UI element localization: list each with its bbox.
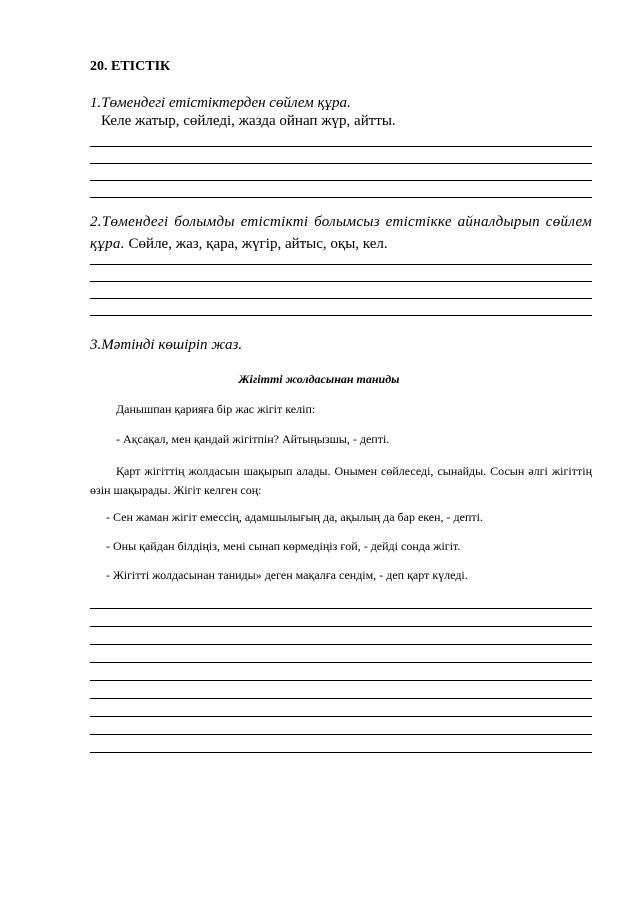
answer-line (90, 608, 592, 609)
task1-instruction: 1.Төмендегі етістіктерден сөйлем құра. (90, 95, 351, 111)
answer-line (90, 315, 592, 316)
story-line: - Жігітті жолдасынан таниды» деген мақалға сендім, - деп қарт күледі. (106, 568, 468, 582)
answer-line (90, 163, 592, 164)
answer-line (90, 281, 592, 282)
answer-line (90, 680, 592, 681)
answer-line (90, 734, 592, 735)
story-line: - Оны қайдан білдіңіз, мені сынап көрмедіңіз ғой, - дейді сонда жігіт. (106, 539, 461, 553)
task2-words: Сөйле, жаз, қара, жүгір, айтыс, оқы, кел. (128, 236, 388, 252)
answer-line (90, 180, 592, 181)
answer-line (90, 698, 592, 699)
task2-instruction: 2.Төмендегі болымды етістікті болымсыз етістікке айналдырып сөйлем құра. (90, 214, 592, 252)
story-line: Данышпан қарияға бір жас жігіт келіп: (116, 402, 316, 416)
page-title: 20. ЕТІСТІК (90, 59, 171, 74)
task3-instruction: 3.Мәтінді көшіріп жаз. (90, 337, 243, 353)
story-line: - Сен жаман жігіт емессің, адамшылығың да, ақылың да бар екен, - депті. (106, 510, 483, 524)
story-line: - Ақсақал, мен қандай жігітпін? Айтыңызшы, - депті. (116, 432, 390, 446)
story-paragraph: Қарт жігіттің жолдасын шақырып алады. Онымен сөйлеседі, сынайды. Сосын әлгі жігіттің өзін шақырады. Жігіт келген соң: (90, 464, 592, 497)
task1-words: Келе жатыр, сөйледі, жазда ойнап жүр, айтты. (101, 113, 396, 129)
answer-line (90, 197, 592, 198)
answer-line (90, 662, 592, 663)
answer-line (90, 716, 592, 717)
answer-line (90, 626, 592, 627)
answer-line (90, 264, 592, 265)
answer-line (90, 644, 592, 645)
story-title: Жігітті жолдасынан таниды (238, 372, 400, 386)
answer-line (90, 146, 592, 147)
task2-block (90, 211, 592, 255)
answer-line (90, 298, 592, 299)
answer-line (90, 752, 592, 753)
